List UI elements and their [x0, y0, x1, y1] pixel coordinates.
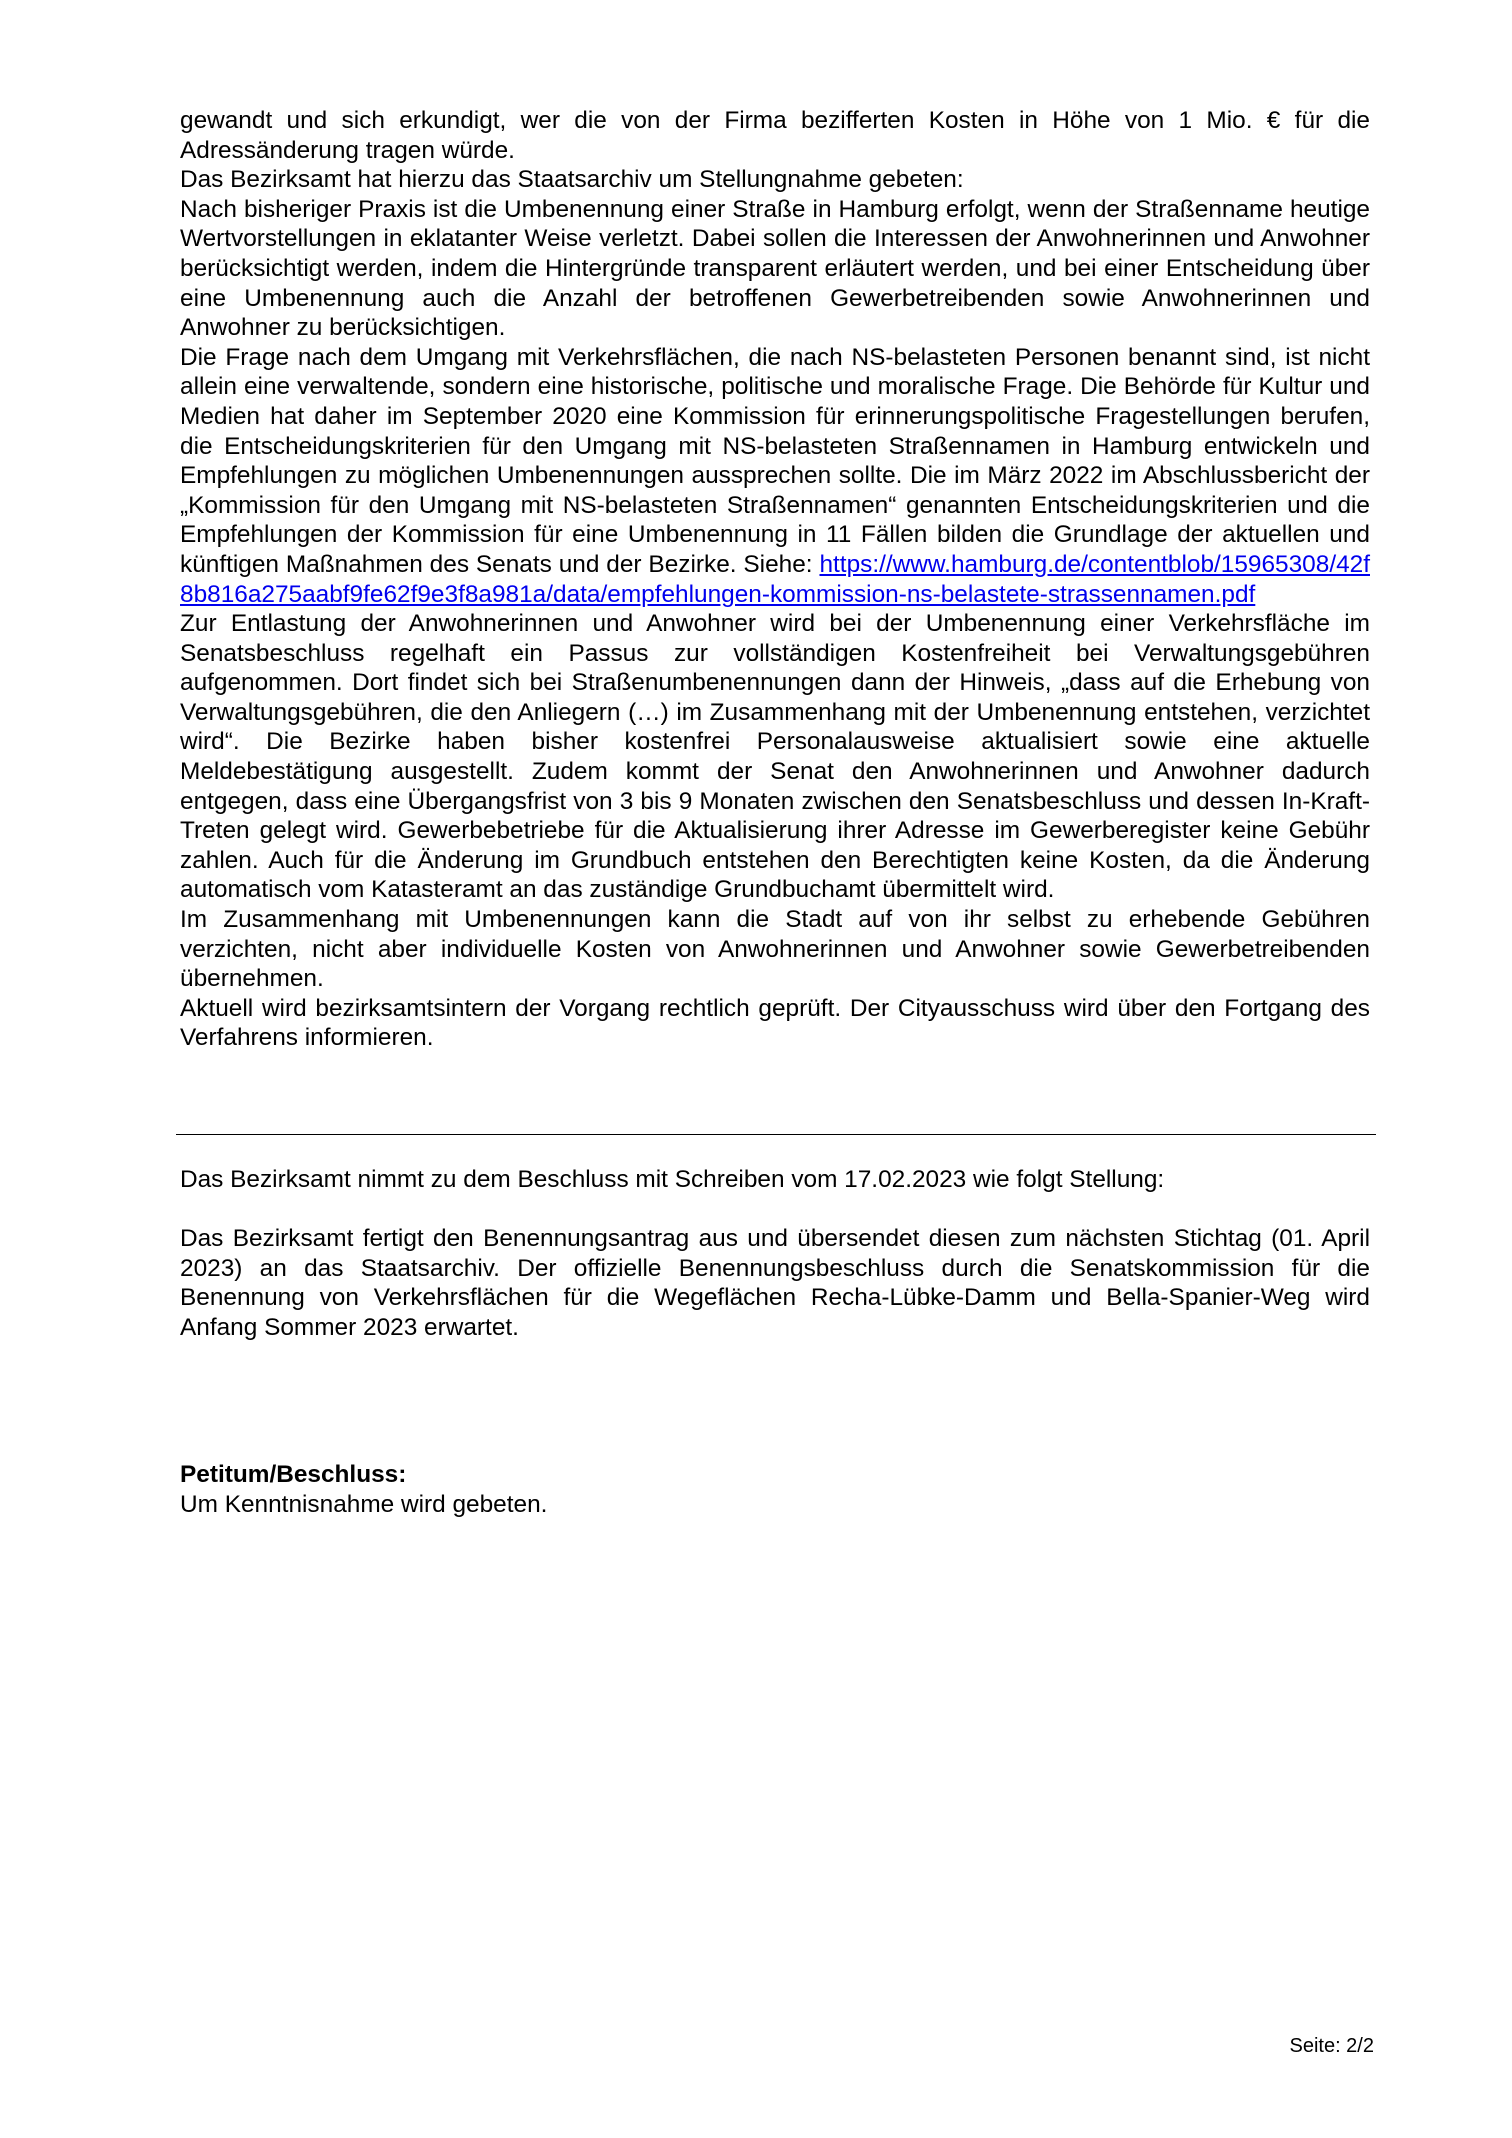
statement-intro: Das Bezirksamt nimmt zu dem Beschluss mit Schreiben vom 17.02.2023 wie folgt Stellung: — [180, 1166, 1165, 1193]
paragraph-ns-commission — [180, 343, 1370, 609]
petitum-heading: Petitum/Beschluss: — [180, 1461, 407, 1488]
petitum-text: Um Kenntnisnahme wird gebeten. — [180, 1490, 548, 1518]
ns-commission-text: Die Frage nach dem Umgang mit Verkehrsflächen, die nach NS-belasteten Personen benannt sind, ist nicht allein eine verwaltende, sondern eine historische, politische und moralische Frage. Die Behörde für Kultur und Medien hat daher im September 2020 eine Kommission für erinnerungspolitische Fragestellungen berufen, die Entscheidungskriterien für den Umgang mit NS-belasteten Straßennamen in Hamburg entwickeln und Empfehlungen zu möglichen Umbenennungen aussprechen sollte. Die im März 2022 im Abschlussbericht der „Kommission für den Umgang mit NS-belasteten Straßennamen“ genannten Entscheidungskriterien und die Empfehlungen der Kommission für eine Umbenennung in 11 Fällen bilden die Grundlage der aktuellen und künftigen Maßnahmen des Senats und der Bezirke. Siehe: — [180, 343, 1370, 578]
paragraph-legal-review: Aktuell wird bezirksamtsintern der Vorgang rechtlich geprüft. Der Cityausschuss wird über den Fortgang des Verfahrens informieren. — [180, 994, 1370, 1052]
paragraph-cost-inquiry: gewandt und sich erkundigt, wer die von der Firma bezifferten Kosten in Höhe von 1 Mio. € für die Adressänderung tragen würde. — [180, 107, 1370, 164]
paragraph-staatsarchiv-request: Das Bezirksamt hat hierzu das Staatsarchiv um Stellungnahme gebeten: — [180, 166, 964, 194]
statement-text: Das Bezirksamt fertigt den Benennungsantrag aus und übersendet diesen zum nächsten Stichtag (01. April 2023) an das Staatsarchiv. Der offizielle Benennungsbeschluss durch die Senatskommission für die Benennung von Verkehrsflächen für die Wegeflächen Recha-Lübke-Damm und Bella-Spanier-Weg wird Anfang Sommer 2023 erwartet. — [180, 1225, 1370, 1341]
paragraph-fee-relief: Zur Entlastung der Anwohnerinnen und Anwohner wird bei der Umbenennung einer Verkehrsfläche im Senatsbeschluss regelhaft ein Passus zur vollständigen Kostenfreiheit bei Verwaltungsgebühren aufgenommen. Dort findet sich bei Straßenumbenennungen dann der Hinweis, „dass auf die Erhebung von Verwaltungsgebühren, die den Anliegern (…) im Zusammenhang mit der Umbenennung entstehen, verzichtet wird“. Die Bezirke haben bisher kostenfrei Personalausweise aktualisiert sowie eine aktuelle Meldebestätigung ausgestellt. Zudem kommt der Senat den Anwohnerinnen und Anwohner dadurch entgegen, dass eine Übergangsfrist von 3 bis 9 Monaten zwischen den Senatsbeschluss und dessen In-Kraft-Treten gelegt wird. Gewerbebetriebe für die Aktualisierung ihrer Adresse im Gewerberegister keine Gebühr zahlen. Auch für die Änderung im Grundbuch entstehen den Berechtigten keine Kosten, da die Änderung automatisch vom Katasteramt an das zuständige Grundbuchamt übermittelt wird. — [180, 610, 1370, 904]
petitum-section — [180, 1460, 1370, 1519]
commission-report-link[interactable]: https://www.hamburg.de/contentblob/15965308/42f8b816a275aabf9fe62f9e3f8a981a/data/empfehlungen-kommission-ns-belastete-strassennamen.pdf — [180, 550, 1370, 608]
statement-section — [180, 1165, 1370, 1343]
section-divider — [176, 1134, 1376, 1135]
document-body — [180, 106, 1370, 1053]
page-number: Seite: 2/2 — [1289, 2035, 1374, 2057]
paragraph-renaming-practice: Nach bisheriger Praxis ist die Umbenennung einer Straße in Hamburg erfolgt, wenn der Straßenname heutige Wertvorstellungen in eklatanter Weise verletzt. Dabei sollen die Interessen der Anwohnerinnen und Anwohner berücksichtigt werden, indem die Hintergründe transparent erläutert werden, und bei einer Entscheidung über eine Umbenennung auch die Anzahl der betroffenen Gewerbetreibenden sowie Anwohnerinnen und Anwohner zu berücksichtigen. — [180, 195, 1370, 342]
paragraph-fee-waiver: Im Zusammenhang mit Umbenennungen kann die Stadt auf von ihr selbst zu erhebende Gebühren verzichten, nicht aber individuelle Kosten von Anwohnerinnen und Anwohner sowie Gewerbetreibenden übernehmen. — [180, 906, 1370, 993]
